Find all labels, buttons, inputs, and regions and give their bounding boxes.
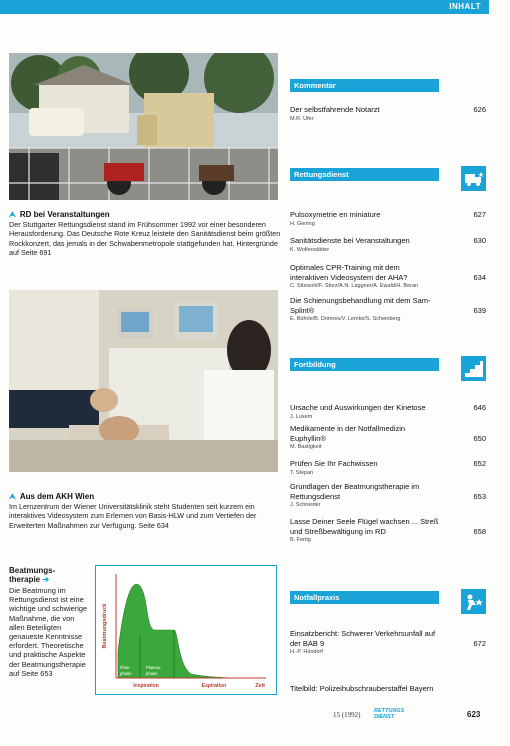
photo-cpr-training: [9, 290, 278, 472]
footer-page-number: 623: [467, 710, 481, 719]
chart-svg: [96, 566, 275, 693]
footer-issue: 15 (1992): [333, 711, 361, 719]
toc-entry-title-text: Lasse Deiner Seele Flügel wachsen ... Streß und Streßbewältigung im RD: [290, 517, 439, 536]
phase-label-inspiration: Inspiration: [133, 683, 159, 689]
arrow-icon: ⮝: [9, 210, 16, 219]
rescue-icon: [461, 589, 486, 614]
toc-entry-title-text: Medikamente in der Notfallmedizin Euphyllin®: [290, 424, 406, 443]
toc-entry: [290, 105, 486, 122]
toc-entry-title: [290, 263, 486, 282]
toc-entry-title: [290, 459, 486, 469]
toc-entry: [290, 459, 486, 476]
header-label: INHALT: [449, 2, 481, 11]
chart-area: [118, 584, 256, 678]
x-axis-label: Zeit: [255, 683, 265, 689]
photo2-caption-title: Aus dem AKH Wien: [19, 492, 95, 501]
section-header-notfallpraxis: Notfallpraxis: [290, 591, 439, 604]
sidebox-body: Die Beatmung im Rettungsdienst ist eine wichtige und schwierige Maßnahme, die von allen Beteiligten genaueste Kenntnisse erfordert. Theoretische und praktische Aspekte der Beatmungstherapie auf Seite 653: [9, 586, 88, 678]
sidebox-title: Beatmungs- therapie ➔: [9, 566, 56, 584]
toc-entry-title: [290, 629, 486, 648]
section-header-kommentar: Kommentar: [290, 79, 439, 92]
toc-entry-page: 653: [473, 491, 486, 501]
toc-entry-page: 658: [473, 526, 486, 536]
arrow-icon: ⮝: [9, 492, 16, 501]
toc-entry-title-text: Der selbstfahrende Notarzt: [290, 105, 380, 114]
toc-entry-title: [290, 236, 486, 246]
toc-entry-author: E. Bührle/B. Domres/V. Lemke/S. Scheinberg: [290, 316, 401, 322]
toc-entry-title: [290, 424, 486, 443]
photo1-caption: [9, 210, 281, 257]
toc-entry-page: 650: [473, 433, 486, 443]
toc-entry-title-text: Pulsoxymetrie en miniature: [290, 210, 381, 219]
toc-entry-author: M.R. Ufer: [290, 115, 314, 122]
toc-entry-title: [290, 210, 486, 220]
toc-entry-page: 627: [473, 210, 486, 219]
toc-entry: [290, 236, 486, 253]
sidebox: [9, 566, 89, 678]
toc-entry-page: 630: [473, 236, 486, 245]
toc-entry: [290, 424, 486, 450]
phase-label-flow-1: Flow-: [120, 665, 131, 670]
header-bar: [0, 0, 489, 14]
photo2-caption: [9, 492, 281, 530]
ventilation-chart: [95, 565, 277, 695]
toc-entry: [290, 263, 486, 289]
toc-entry-author: J. Luxem: [290, 413, 313, 420]
toc-entry-page: 639: [473, 305, 486, 315]
toc-entry: [290, 629, 486, 655]
toc-entry-title: [290, 517, 486, 536]
footer-logo: RETTUNGS DIENST: [374, 708, 405, 720]
section-header-rettungsdienst: Rettungsdienst: [290, 168, 439, 181]
photo-event-scene: [9, 53, 278, 200]
photo2-caption-body: Im Lernzentrum der Wiener Universitätsklinik steht Studenten seit kurzem ein interaktives Videosystem zum Erlernen von Basis-HLW und zum Vertiefen der Erweiterten Maßnahmen zur Verfügung. Seite 634: [9, 502, 257, 530]
toc-entry-page: 626: [473, 105, 486, 114]
toc-entry-author: T. Stepan: [290, 469, 314, 476]
y-axis-label: Beatmungsdruck: [102, 603, 108, 649]
toc-entry-author: M. Bastigkeit: [290, 444, 322, 450]
arrow-right-icon: ➔: [42, 575, 50, 584]
toc-entry-title: [290, 296, 486, 315]
cover-note: Titelbild: Polizeihubschrauberstaffel Bayern: [290, 684, 434, 693]
toc-entry-page: 646: [473, 403, 486, 412]
section-header-fortbildung: Fortbildung: [290, 358, 439, 371]
toc-entry-author: K. Wolfenstätter: [290, 246, 330, 253]
toc-entry-page: 652: [473, 459, 486, 468]
toc-entry: [290, 403, 486, 420]
toc-entry: [290, 482, 486, 508]
toc-entry: [290, 210, 486, 227]
phase-label-expiration: Expiration: [201, 683, 227, 689]
toc-entry-title-text: Optimales CPR-Training mit dem interaktiven Videosystem der AHA?: [290, 263, 408, 282]
toc-entry-author: H.-P. Hündorf: [290, 649, 323, 655]
toc-entry-author: H. Giering: [290, 220, 315, 227]
toc-entry-page: 672: [473, 638, 486, 648]
phase-label-flow-2: phase: [120, 671, 132, 676]
ambulance-icon: [461, 166, 486, 191]
phase-label-plateau-2: phase: [146, 671, 158, 676]
toc-entry-title-text: Einsatzbericht: Schwerer Verkehrsunfall auf der BAB 9: [290, 629, 436, 648]
toc-entry-title: [290, 403, 486, 413]
phase-label-plateau-1: Plateau-: [146, 665, 162, 670]
toc-entry-title: [290, 105, 486, 115]
toc-entry-author: C. Sitzwohl/F. Storz/A.N. Laggner/A. Ewald/H. Beran: [290, 283, 419, 289]
toc-entry: [290, 517, 486, 543]
toc-entry-page: 634: [473, 272, 486, 282]
toc-entry-title-text: Prüfen Sie Ihr Fachwissen: [290, 459, 378, 468]
stairs-icon: [461, 356, 486, 381]
toc-entry-title-text: Die Schienungsbehandlung mit dem Sam-Splint®: [290, 296, 431, 315]
toc-entry-title-text: Grundlagen der Beatmungstherapie im Rettungsdienst: [290, 482, 420, 501]
toc-entry-author: B. Fertig: [290, 537, 311, 543]
photo1-caption-title: RD bei Veranstaltungen: [19, 210, 110, 219]
toc-entry-title: [290, 482, 486, 501]
toc-entry-author: J. Schneider: [290, 502, 321, 508]
toc-entry-title-text: Ursache und Auswirkungen der Kinetose: [290, 403, 426, 412]
toc-entry: [290, 296, 486, 322]
toc-entry-title-text: Sanitätsdienste bei Veranstaltungen: [290, 236, 410, 245]
photo1-caption-body: Der Stuttgarter Rettungsdienst stand im Frühsommer 1992 vor einer besonderen Herausforderung. Das Deutsche Rote Kreuz leistete den Sanitätsdienst beim größten Rockkonzert, das jemals in der Schwabenmetropole stattgefunden hat. Hintergründe auf Seite 691: [9, 220, 281, 257]
